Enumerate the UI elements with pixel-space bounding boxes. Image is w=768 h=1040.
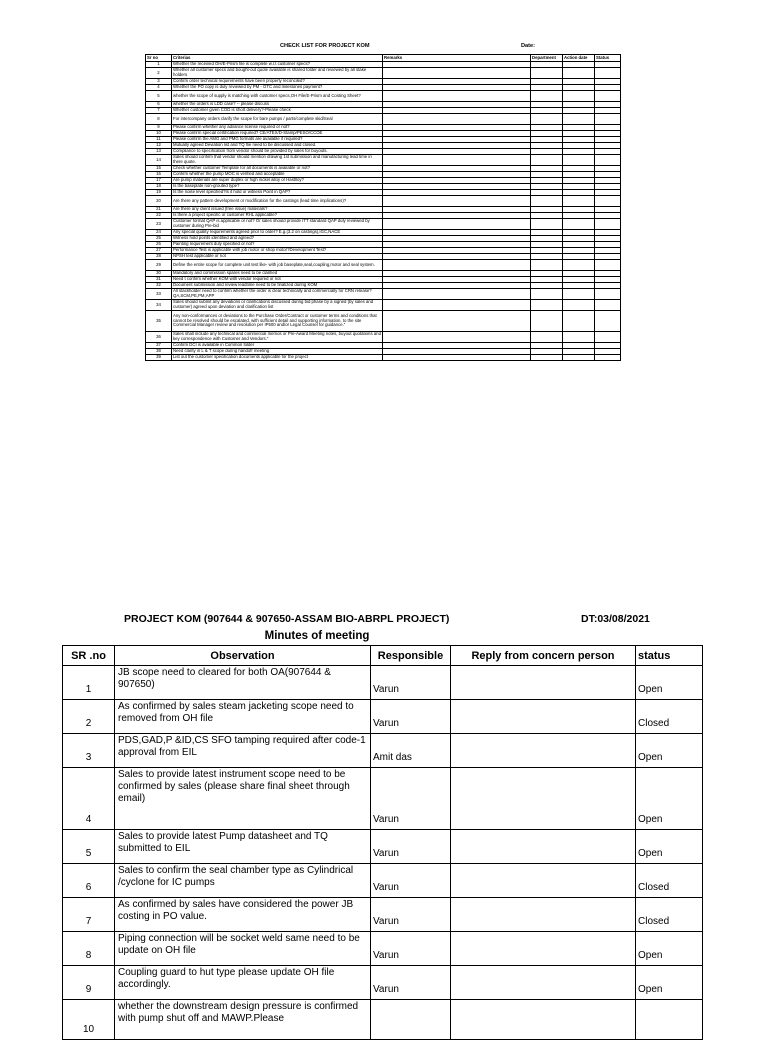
checklist-row: [146, 311, 621, 332]
checklist-action-date-cell: [563, 332, 595, 343]
checklist-action-date-cell: [563, 196, 595, 207]
checklist-status-cell: [595, 155, 621, 166]
checklist-sr-cell: 27: [146, 248, 172, 254]
checklist-criteria-cell: Compliance to specification from vendor should be provided by sales for buyouts.: [172, 149, 383, 155]
mom-reply-cell: [451, 864, 636, 898]
checklist-criteria-cell: All stackholder need to confirm whether the order is clear technically and commercially for CRN release?QA,SCM,PE,PM,APP: [172, 289, 383, 300]
checklist-criteria-cell: Painting requirement duly specified or not?: [172, 242, 383, 248]
checklist-criteria-cell: Need t confirm whether KOM with vendor required or not: [172, 277, 383, 283]
mom-observation-cell: JB scope need to cleared for both OA(907644 & 907650): [115, 666, 371, 700]
mom-header-row: [63, 646, 703, 666]
checklist-sr-cell: 21: [146, 207, 172, 213]
mom-title: Minutes of meeting: [264, 630, 370, 642]
checklist-department-cell: [531, 332, 563, 343]
checklist-criteria-cell: Need clarity in L & T scope during handoff meeting: [172, 349, 383, 355]
checklist-remarks-cell: [383, 300, 531, 311]
col-criterias: Criterias: [172, 55, 383, 62]
col-sr: Sr no: [146, 55, 172, 62]
checklist-status-cell: [595, 219, 621, 230]
checklist-sr-cell: 14: [146, 155, 172, 166]
checklist-criteria-cell: Mandatory and commission spares need to be clarified: [172, 271, 383, 277]
checklist-sr-cell: 29: [146, 260, 172, 271]
checklist-sr-cell: 6: [146, 102, 172, 108]
checklist-criteria-cell: Performance Test is applicable with job motor or shop motor?Development Test?: [172, 248, 383, 254]
checklist-status-cell: [595, 300, 621, 311]
checklist-action-date-cell: [563, 68, 595, 79]
mom-row: [63, 898, 703, 932]
mom-responsible-cell: Amit das: [371, 734, 451, 768]
checklist-sr-cell: 33: [146, 289, 172, 300]
checklist-criteria-cell: Please confirm special certification required? CE/ATEX/D-Stamp/PESO/CCOE: [172, 131, 383, 137]
checklist-row: [146, 289, 621, 300]
mom-responsible-cell: Varun: [371, 666, 451, 700]
checklist-criteria-cell: Is the noise level specified?Is it hold or witness Point in QAP?: [172, 190, 383, 196]
checklist-criteria-cell: Please confirm whether any advance license required or not?: [172, 125, 383, 131]
mom-col-sr: SR .no: [63, 646, 115, 666]
mom-row: [63, 700, 703, 734]
checklist-remarks-cell: [383, 260, 531, 271]
checklist-sr-cell: 35: [146, 311, 172, 332]
mom-reply-cell: [451, 830, 636, 864]
checklist-department-cell: [531, 355, 563, 361]
checklist-criteria-cell: Witness hold points identified and agreed?: [172, 236, 383, 242]
checklist-sr-cell: 16: [146, 172, 172, 178]
checklist-header: [145, 42, 620, 54]
checklist-criteria-cell: Please confirm the AMG and PMG formats are available if required?: [172, 137, 383, 143]
mom-col-status: status: [636, 646, 703, 666]
checklist-criteria-cell: Sales should submit any deviations or clarifications discussed during bid phase by a signed (by sales and customer) agreed upon deviation and clarification list: [172, 300, 383, 311]
mom-observation-cell: Sales to provide latest Pump datasheet and TQ submitted to EIL: [115, 830, 371, 864]
checklist-remarks-cell: [383, 196, 531, 207]
checklist-criteria-cell: Whether the received OH/E-Prism file is complete w.r.t customer specs?: [172, 62, 383, 68]
checklist-sr-cell: 34: [146, 300, 172, 311]
mom-sr-cell: 1: [63, 666, 115, 700]
mom-table: [62, 645, 703, 1040]
mom-observation-cell: Sales to provide latest instrument scope need to be confirmed by sales (please share final sheet through email): [115, 768, 371, 830]
checklist-criteria-cell: List out the customer specification documents applicable for the project: [172, 355, 383, 361]
mom-responsible-cell: Varun: [371, 864, 451, 898]
checklist-action-date-cell: [563, 91, 595, 102]
checklist-criteria-cell: Customer format QAP is applicable or not? Or sales should provide ITT standard QAP duly reviewed by customer during Pre-bid: [172, 219, 383, 230]
checklist-criteria-cell: Any non-conformances or deviations to the Purchase Order/Contract or customer terms and conditions that cannot be resolved should be escalated, with sufficient detail and supporting information, to the site Commercial Manager review and resolution per IP500 and/or Legal Counsel for guidance.": [172, 311, 383, 332]
checklist-criteria-cell: Is the baseplate non-grouted type?: [172, 184, 383, 190]
checklist-criteria-cell: Are there any pattern development or modification for the castings (lead time implications)?: [172, 196, 383, 207]
checklist-sr-cell: 20: [146, 196, 172, 207]
checklist-sr-cell: 15: [146, 166, 172, 172]
mom-status-cell: Closed: [636, 864, 703, 898]
checklist-criteria-cell: Document submission and review leadtime need to be finalized during KOM: [172, 283, 383, 289]
mom-col-reply: Reply from concern person: [451, 646, 636, 666]
checklist-row: [146, 332, 621, 343]
checklist-department-cell: [531, 155, 563, 166]
checklist-row: [146, 91, 621, 102]
mom-status-cell: Open: [636, 966, 703, 1000]
checklist-status-cell: [595, 196, 621, 207]
mom-responsible-cell: Varun: [371, 932, 451, 966]
checklist-remarks-cell: [383, 355, 531, 361]
mom-observation-cell: PDS,GAD,P &ID,CS SFO tamping required after code-1 approval from EIL: [115, 734, 371, 768]
mom-responsible-cell: Varun: [371, 768, 451, 830]
mom-sr-cell: 4: [63, 768, 115, 830]
col-department: Department: [531, 55, 563, 62]
checklist-criteria-cell: Sales should confirm that vendor should mention drawing 1st submission and manufacturing lead time in there quote.: [172, 155, 383, 166]
checklist-remarks-cell: [383, 68, 531, 79]
col-remarks: Remarks: [383, 55, 531, 62]
checklist-criteria-cell: Define the entire scope for complete unit test like- with job baseplate,seal,coupling,motor and seal system.: [172, 260, 383, 271]
checklist-remarks-cell: [383, 332, 531, 343]
checklist-sr-cell: 11: [146, 137, 172, 143]
mom-observation-cell: whether the downstream design pressure is confirmed with pump shut off and MAWP.Please: [115, 1000, 371, 1040]
mom-col-observation: Observation: [115, 646, 371, 666]
checklist-sr-cell: 5: [146, 91, 172, 102]
mom-reply-cell: [451, 932, 636, 966]
checklist-action-date-cell: [563, 355, 595, 361]
mom-sr-cell: 9: [63, 966, 115, 1000]
checklist-sr-cell: 32: [146, 283, 172, 289]
checklist-remarks-cell: [383, 219, 531, 230]
checklist-row: [146, 219, 621, 230]
mom-status-cell: [636, 1000, 703, 1040]
checklist-sr-cell: 36: [146, 332, 172, 343]
checklist-criteria-cell: NPSH test applicable or not: [172, 254, 383, 260]
checklist-sr-cell: 38: [146, 349, 172, 355]
mom-observation-cell: Coupling guard to hut type please update OH file accordingly.: [115, 966, 371, 1000]
checklist-sr-cell: 23: [146, 219, 172, 230]
checklist-remarks-cell: [383, 155, 531, 166]
checklist-criteria-cell: For intercompany orders clarify the scope for bare pumps / parts/complete skid/Seal: [172, 114, 383, 125]
checklist-sr-cell: 39: [146, 355, 172, 361]
mom-row: [63, 666, 703, 700]
mom-responsible-cell: Varun: [371, 830, 451, 864]
checklist-row: [146, 155, 621, 166]
checklist-department-cell: [531, 289, 563, 300]
checklist-status-cell: [595, 114, 621, 125]
checklist-sr-cell: 9: [146, 125, 172, 131]
checklist-remarks-cell: [383, 91, 531, 102]
checklist-sr-cell: 7: [146, 108, 172, 114]
mom-row: [63, 932, 703, 966]
checklist-criteria-cell: Confirm order technical requirements have been properly reconciled?: [172, 79, 383, 85]
checklist-department-cell: [531, 311, 563, 332]
mom-reply-cell: [451, 734, 636, 768]
mom-status-cell: Closed: [636, 898, 703, 932]
checklist-status-cell: [595, 260, 621, 271]
checklist-criteria-cell: Any special quality requirements agreed prior to order? E.g.(3.2 on castings),IGC,NACE: [172, 230, 383, 236]
mom-sr-cell: 2: [63, 700, 115, 734]
mom-status-cell: Open: [636, 666, 703, 700]
checklist-status-cell: [595, 91, 621, 102]
checklist-action-date-cell: [563, 260, 595, 271]
checklist-status-cell: [595, 289, 621, 300]
mom-sr-cell: 7: [63, 898, 115, 932]
checklist-row: [146, 114, 621, 125]
checklist-row: [146, 355, 621, 361]
checklist-status-cell: [595, 311, 621, 332]
checklist-criteria-cell: Sales shall include any technical and commercial memos or Pre-Award Meeting notes, buyout quotations and key correspondence with Customer and Vendors.": [173, 331, 381, 341]
mom-reply-cell: [451, 700, 636, 734]
mom-date: DT:03/08/2021: [581, 613, 650, 625]
checklist-remarks-cell: [383, 311, 531, 332]
checklist-sr-cell: 12: [146, 143, 172, 149]
checklist-criteria-cell: Are there any client issued (free issue) materials?: [172, 207, 383, 213]
mom-status-cell: Open: [636, 734, 703, 768]
checklist-sr-cell: 2: [146, 68, 172, 79]
checklist-action-date-cell: [563, 289, 595, 300]
checklist-department-cell: [531, 219, 563, 230]
mom-status-cell: Open: [636, 932, 703, 966]
checklist-row: [146, 196, 621, 207]
checklist-date-label: Date:: [521, 43, 535, 49]
checklist-criteria-cell: Mutually agreed Deviation list and TQ flie need to be discussed and closed.: [172, 143, 383, 149]
mom-sr-cell: 10: [63, 1000, 115, 1040]
mom-sr-cell: 3: [63, 734, 115, 768]
checklist-sr-cell: 28: [146, 254, 172, 260]
checklist-action-date-cell: [563, 114, 595, 125]
checklist-sr-cell: 3: [146, 79, 172, 85]
checklist-criteria-cell: Confirm whether the pump MOC is verified and acceptable: [172, 172, 383, 178]
mom-sr-cell: 5: [63, 830, 115, 864]
checklist-criteria-cell: Is there a project specific or customer RHL applicable?: [172, 213, 383, 219]
checklist-sr-cell: 25: [146, 236, 172, 242]
mom-reply-cell: [451, 1000, 636, 1040]
checklist-criteria-cell: Whether customer given COD is short delivery?-Please check: [172, 108, 383, 114]
mom-responsible-cell: Varun: [371, 898, 451, 932]
mom-reply-cell: [451, 768, 636, 830]
mom-status-cell: Open: [636, 768, 703, 830]
mom-sr-cell: 8: [63, 932, 115, 966]
mom-col-responsible: Responsible: [371, 646, 451, 666]
checklist-action-date-cell: [563, 155, 595, 166]
checklist-criteria-cell: Whether the PO copy is duly reviewed by PM - GTC and milestones payment?: [172, 85, 383, 91]
mom-observation-cell: Piping connection will be socket weld same need to be update on OH file: [115, 932, 371, 966]
checklist-header-row: [146, 55, 621, 62]
checklist-criteria-cell: Are pump materials are super duplex or high nickel alloy or Hastlloy?: [172, 178, 383, 184]
mom-observation-cell: As confirmed by sales steam jacketing scope need to removed from OH file: [115, 700, 371, 734]
checklist-row: [146, 260, 621, 271]
checklist-sr-cell: 19: [146, 190, 172, 196]
checklist-remarks-cell: [383, 289, 531, 300]
checklist-sr-cell: 31: [146, 277, 172, 283]
checklist-title: CHECK LIST FOR PROJECT KOM: [280, 43, 370, 49]
mom-observation-cell: Sales to confirm the seal chamber type as Cylindrical /cyclone for IC pumps: [115, 864, 371, 898]
checklist-table: [145, 54, 621, 361]
col-action-date: Action date: [563, 55, 595, 62]
checklist-row: [146, 300, 621, 311]
checklist-sr-cell: 26: [146, 242, 172, 248]
mom-row: [63, 830, 703, 864]
checklist-row: [146, 68, 621, 79]
mom-reply-cell: [451, 966, 636, 1000]
checklist-sr-cell: 13: [146, 149, 172, 155]
checklist-department-cell: [531, 260, 563, 271]
checklist-department-cell: [531, 91, 563, 102]
mom-project-title: PROJECT KOM (907644 & 907650-ASSAM BIO-ABRPL PROJECT): [124, 613, 450, 625]
checklist-body: [146, 62, 621, 361]
checklist-sr-cell: 10: [146, 131, 172, 137]
mom-row: [63, 734, 703, 768]
checklist-criteria-cell: whether the orders is LDD case? -- please discuss: [172, 102, 383, 108]
checklist-criteria-cell: whether the scope of supply is matching with customer specs,OH File/E-Prism and Costing Sheet?: [172, 91, 383, 102]
checklist-sr-cell: 24: [146, 230, 172, 236]
mom-row: [63, 864, 703, 898]
checklist-criteria-cell: Confirm DCI is available in Common folder: [172, 343, 383, 349]
mom-row: [63, 768, 703, 830]
checklist-section: [145, 42, 620, 361]
checklist-status-cell: [595, 68, 621, 79]
checklist-department-cell: [531, 196, 563, 207]
checklist-action-date-cell: [563, 311, 595, 332]
checklist-department-cell: [531, 114, 563, 125]
mom-status-cell: Open: [636, 830, 703, 864]
mom-reply-cell: [451, 666, 636, 700]
mom-responsible-cell: Varun: [371, 700, 451, 734]
checklist-department-cell: [531, 68, 563, 79]
mom-reply-cell: [451, 898, 636, 932]
checklist-remarks-cell: [383, 114, 531, 125]
mom-responsible-cell: [371, 1000, 451, 1040]
col-status: Status: [595, 55, 621, 62]
checklist-status-cell: [595, 332, 621, 343]
checklist-action-date-cell: [563, 219, 595, 230]
mom-responsible-cell: Varun: [371, 966, 451, 1000]
mom-status-cell: Closed: [636, 700, 703, 734]
checklist-criteria-cell: Whether all customer specs and bought-out quote available is shared folder and reviewed by all stake holders: [172, 68, 383, 79]
checklist-department-cell: [531, 300, 563, 311]
checklist-sr-cell: 37: [146, 343, 172, 349]
checklist-sr-cell: 17: [146, 178, 172, 184]
mom-row: [63, 1000, 703, 1040]
checklist-sr-cell: 1: [146, 62, 172, 68]
mom-body: [63, 666, 703, 1040]
checklist-sr-cell: 8: [146, 114, 172, 125]
checklist-sr-cell: 18: [146, 184, 172, 190]
mom-observation-cell: As confirmed by sales have considered the power JB costing in PO value.: [115, 898, 371, 932]
mom-row: [63, 966, 703, 1000]
checklist-action-date-cell: [563, 300, 595, 311]
checklist-sr-cell: 22: [146, 213, 172, 219]
mom-sr-cell: 6: [63, 864, 115, 898]
checklist-sr-cell: 30: [146, 271, 172, 277]
checklist-status-cell: [595, 355, 621, 361]
checklist-sr-cell: 4: [146, 85, 172, 91]
checklist-criteria-cell: Check whether customer Template for all documents is available or not?: [172, 166, 383, 172]
